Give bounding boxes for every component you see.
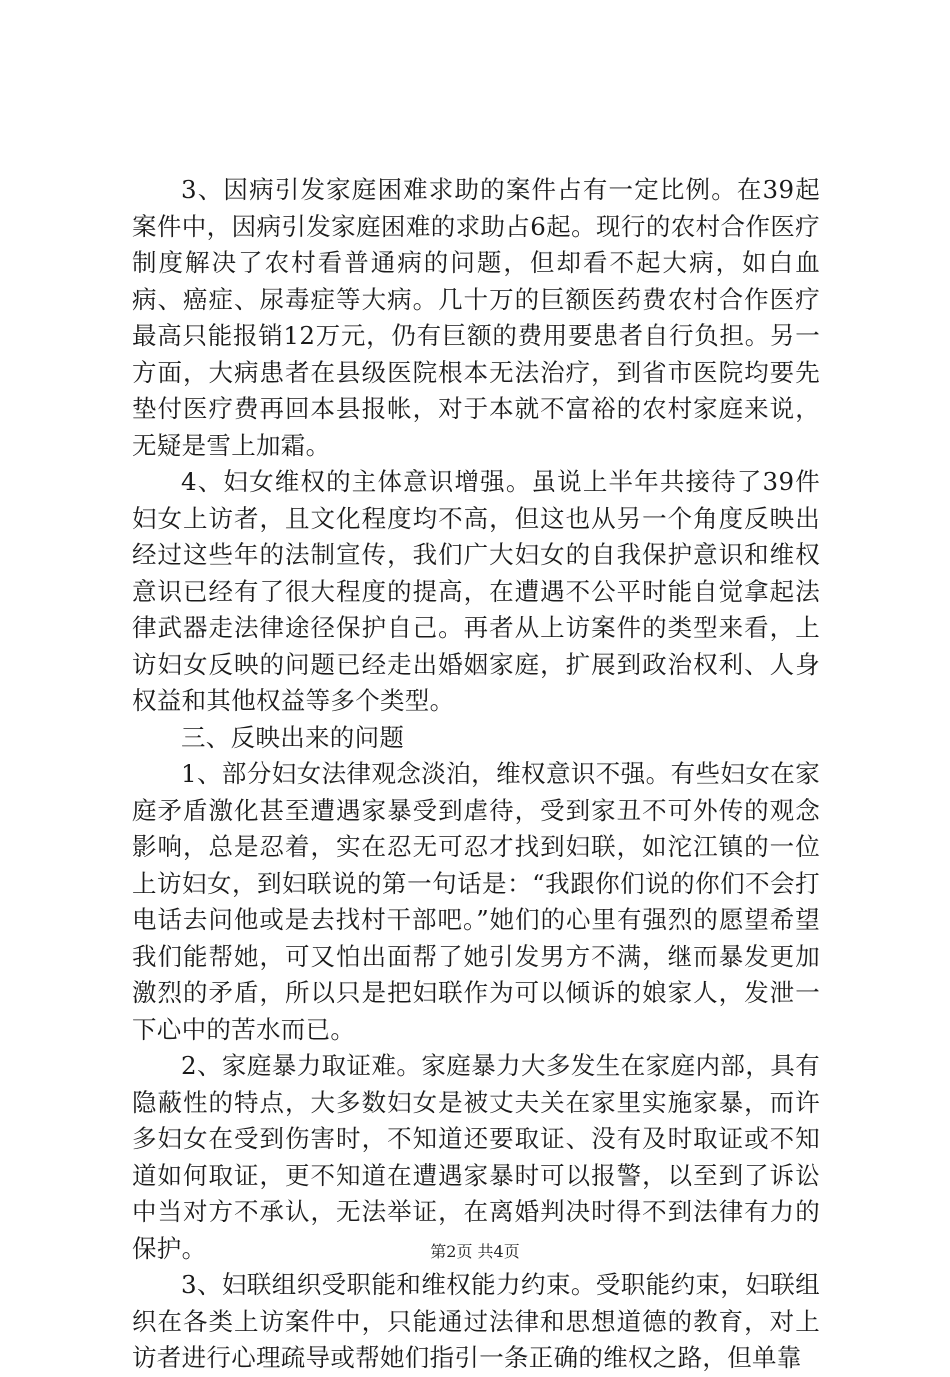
page-number-footer: 第2页 共4页: [430, 1242, 520, 1261]
paragraph-legal-awareness: 1、部分妇女法律观念淡泊，维权意识不强。有些妇女在家庭矛盾激化甚至遭遇家暴受到虐待，受到家丑不可外传的观念影响，总是忍着，实在忍无可忍才找到妇联，如沱江镇的一位上访妇女，到妇联说的第一句话是：“我跟你们说的你们不会打电话去问他或是去找村干部吧。”她们的心里有强烈的愿望希望我们能帮她，可又怕出面帮了她引发男方不满，继而暴发更加激烈的矛盾，所以只是把妇联作为可以倾诉的娘家人，发泄一下心中的苦水而已。: [132, 759, 821, 1044]
document-body: [132, 172, 820, 1377]
section-heading-problems: 三、反映出来的问题: [181, 722, 405, 752]
paragraph-evidence-difficulty: 2、家庭暴力取证难。家庭暴力大多发生在家庭内部，具有隐蔽性的特点，大多数妇女是被丈夫关在家里实施家暴，而许多妇女在受到伤害时，不知道还要取证、没有及时取证或不知道如何取证，更不知道在遭遇家暴时可以报警，以至到了诉讼中当对方不承认，无法举证，在离婚判决时得不到法律有力的保护。: [132, 1051, 820, 1263]
paragraph-federation-constraints: 3、妇联组织受职能和维权能力约束。受职能约束，妇联组织在各类上访案件中，只能通过法律和思想道德的教育，对上访者进行心理疏导或帮她们指引一条正确的维权之路，但单靠: [132, 1270, 820, 1372]
paragraph-rights-awareness: 4、妇女维权的主体意识增强。虽说上半年共接待了39件妇女上访者，且文化程度均不高，但这也从另一个角度反映出经过这些年的法制宣传，我们广大妇女的自我保护意识和维权意识已经有了很大程度的提高，在遭遇不公平时能自觉拿起法律武器走法律途径保护自己。再者从上访案件的类型来看，上访妇女反映的问题已经走出婚姻家庭，扩展到政治权利、人身权益和其他权益等多个类型。: [132, 467, 820, 715]
paragraph-illness-cases: 3、因病引发家庭困难求助的案件占有一定比例。在39起案件中，因病引发家庭困难的求助占6起。现行的农村合作医疗制度解决了农村看普通病的问题，但却看不起大病，如白血病、癌症、尿毒症等大病。几十万的巨额医药费农村合作医疗最高只能报销12万元，仍有巨额的费用要患者自行负担。另一方面，大病患者在县级医院根本无法治疗，到省市医院均要先垫付医疗费再回本县报帐，对于本就不富裕的农村家庭来说，无疑是雪上加霜。: [132, 175, 820, 460]
